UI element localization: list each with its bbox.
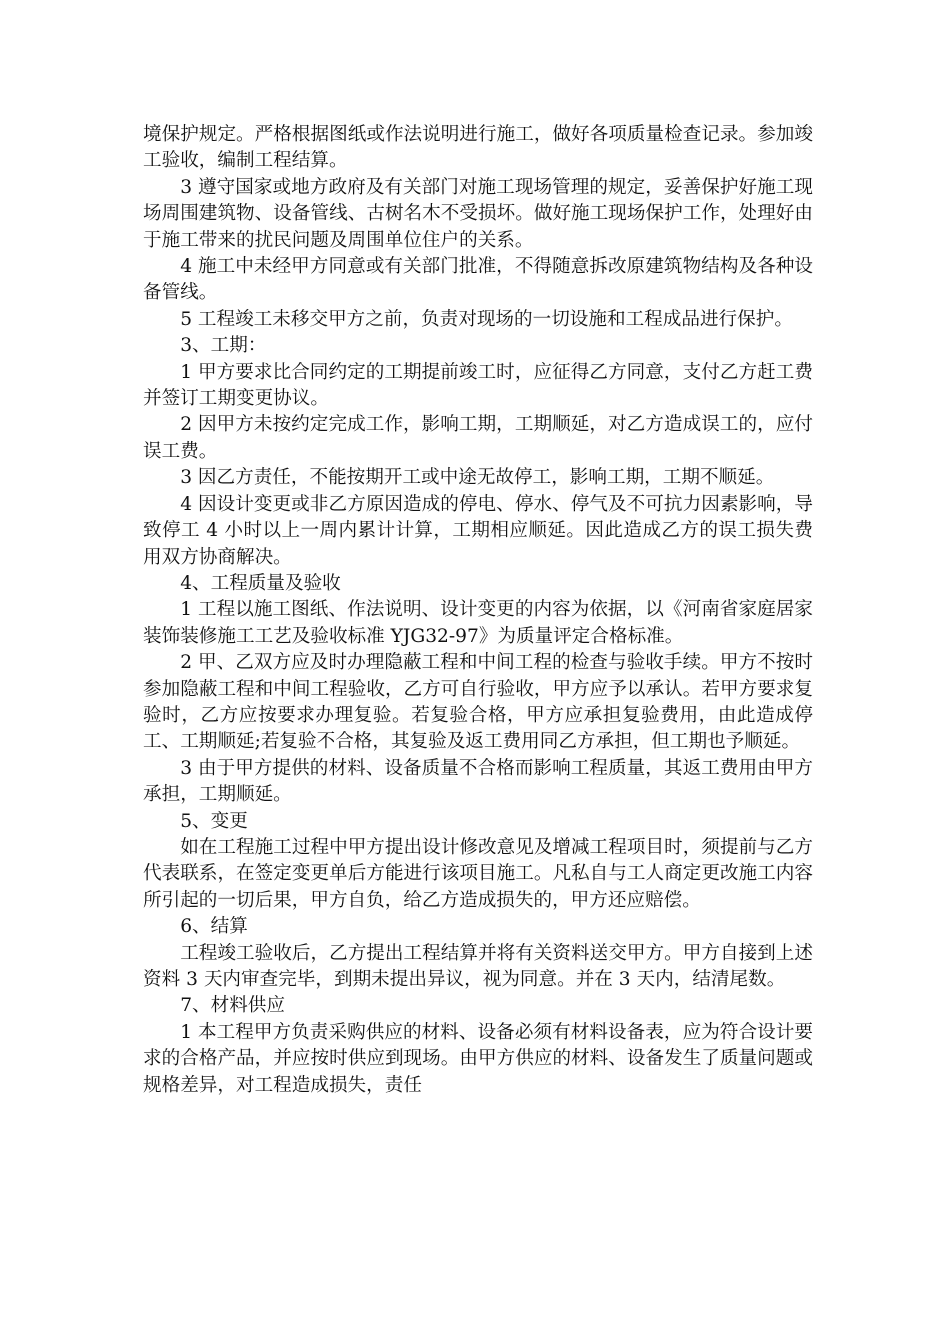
section-heading: 7、材料供应 (180, 995, 285, 1017)
document-page (143, 122, 813, 1099)
paragraph: 1 本工程甲方负责采购供应的材料、设备必须有材料设备表，应为符合设计要求的合格产品，并应按时供应到现场。由甲方供应的材料、设备发生了质量问题或规格差异，对工程造成损失，责任 (143, 1021, 813, 1096)
paragraph: 1 工程以施工图纸、作法说明、设计变更的内容为依据，以《河南省家庭居家装饰装修施工工艺及验收标准 YJG32-97》为质量评定合格标准。 (143, 599, 813, 647)
section-heading: 3、工期： (180, 335, 267, 357)
paragraph: 工程竣工验收后，乙方提出工程结算并将有关资料送交甲方。甲方自接到上述资料 3 天内审查完毕，到期未提出异议，视为同意。并在 3 天内，结清尾数。 (143, 942, 813, 990)
paragraph: 3 由于甲方提供的材料、设备质量不合格而影响工程质量，其返工费用由甲方承担，工期顺延。 (143, 757, 813, 806)
paragraph: 5 工程竣工未移交甲方之前，负责对现场的一切设施和工程成品进行保护。 (180, 308, 793, 330)
paragraph: 如在工程施工过程中甲方提出设计修改意见及增减工程项目时，须提前与乙方代表联系，在签定变更单后方能进行该项目施工。凡私自与工人商定更改施工内容所引起的一切后果，甲方自负，给乙方造成损失的，甲方还应赔偿。 (143, 836, 813, 911)
paragraph: 2 甲、乙双方应及时办理隐蔽工程和中间工程的检查与验收手续。甲方不按时参加隐蔽工程和中间工程验收，乙方可自行验收，甲方应予以承认。若甲方要求复验时，乙方应按要求办理复验。若复验合格，甲方应承担复验费用，由此造成停工、工期顺延;若复验不合格，其复验及返工费用同乙方承担，但工期也予顺延。 (143, 652, 813, 753)
paragraph: 2 因甲方未按约定完成工作，影响工期，工期顺延，对乙方造成误工的，应付误工费。 (143, 414, 813, 462)
paragraph: 3 因乙方责任，不能按期开工或中途无故停工，影响工期，工期不顺延。 (180, 467, 775, 489)
section-heading: 4、工程质量及验收 (180, 572, 341, 594)
paragraph: 3 遵守国家或地方政府及有关部门对施工现场管理的规定，妥善保护好施工现场周围建筑物、设备管线、古树名木不受损坏。做好施工现场保护工作，处理好由于施工带来的扰民问题及周围单位住户的关系。 (143, 176, 813, 251)
paragraph: 4 因设计变更或非乙方原因造成的停电、停水、停气及不可抗力因素影响，导致停工 4 小时以上一周内累计计算，工期相应顺延。因此造成乙方的误工损失费用双方协商解决。 (143, 493, 813, 568)
section-heading: 5、变更 (180, 810, 248, 832)
paragraph: 1 甲方要求比合同约定的工期提前竣工时，应征得乙方同意，支付乙方赶工费并签订工期变更协议。 (143, 361, 813, 410)
section-heading: 6、结算 (180, 916, 248, 938)
paragraph: 4 施工中未经甲方同意或有关部门批准，不得随意拆改原建筑物结构及各种设备管线。 (143, 256, 813, 304)
paragraph: 境保护规定。严格根据图纸或作法说明进行施工，做好各项质量检查记录。参加竣工验收，编制工程结算。 (143, 124, 813, 172)
